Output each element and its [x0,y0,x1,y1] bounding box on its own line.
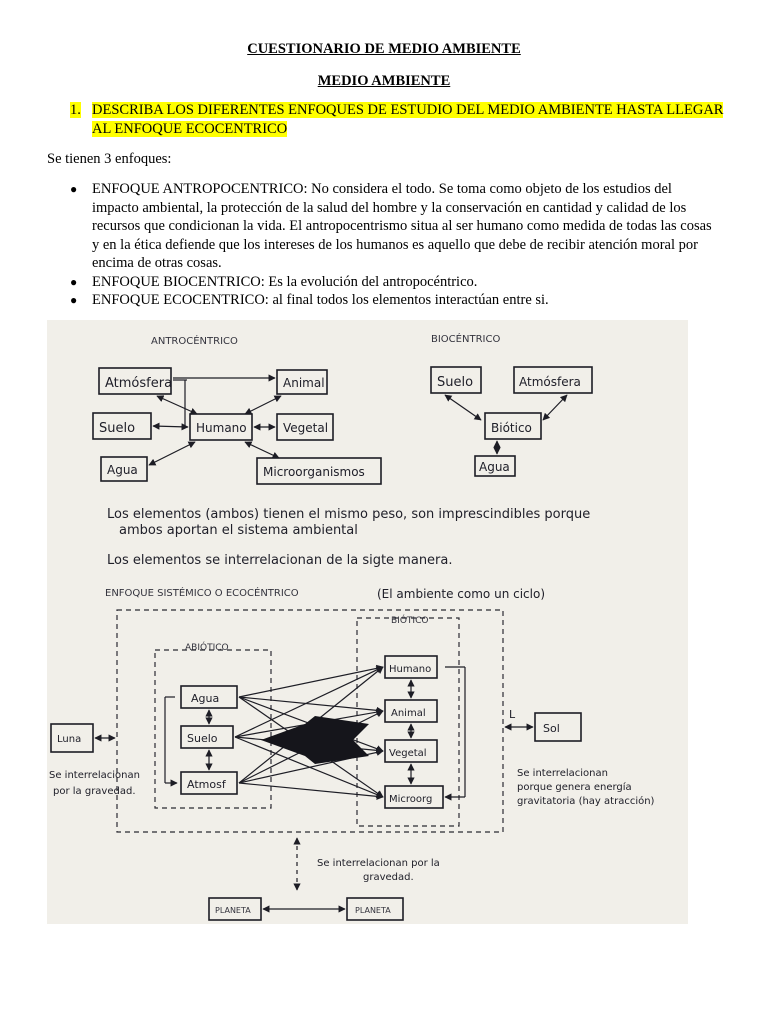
bullet-item-biocentrico [70,273,720,292]
bullet-term: ENFOQUE BIOCENTRICO: [92,273,265,290]
planeta-right-label: PLANETA [355,906,391,915]
bio-agua-label: Agua [479,460,510,474]
biotico-label: BIÓTICO [391,616,429,626]
antro-title: ANTROCÉNTRICO [151,336,238,347]
antro-micro-label: Microorganismos [263,465,365,479]
planeta-left-label: PLANETA [215,906,251,915]
antro-agua-label: Agua [107,463,138,477]
sol-label: Sol [543,722,560,735]
bullet-icon: ● [70,182,78,196]
bullet-icon: ● [70,293,78,307]
antro-humano-label: Humano [196,421,247,435]
bullet-item-ecocentrico [70,291,720,310]
bio-biotico-label: Biótico [491,421,532,435]
antro-atmosfera-label: Atmósfera [105,376,173,391]
eco-humano-label: Humano [389,664,432,675]
sol-note-line-2: porque genera energía [517,782,632,793]
antro-animal-label: Animal [283,376,325,390]
note-line-1: Los elementos (ambos) tienen el mismo peso, son imprescindibles porque [107,507,591,522]
bullet-term: ENFOQUE ANTROPOCENTRICO: [92,181,308,197]
eco-atmosf-label: Atmosf [187,778,226,791]
bottom-note-line-1: Se interrelacionan por la [317,858,440,869]
bio-title: BIOCÉNTRICO [431,334,501,345]
document-title: CUESTIONARIO DE MEDIO AMBIENTE [247,41,521,57]
bullet-term: ENFOQUE ECOCENTRICO: [92,292,269,308]
note-line-2: ambos aportan el sistema ambiental [119,523,358,538]
eco-agua-label: Agua [191,692,220,705]
note-line-3: Los elementos se interrelacionan de la sigte manera. [107,553,453,568]
bullet-text: Es la evolución del antropocéntrico. [264,273,478,290]
abiotico-label: ABIÓTICO [185,643,229,653]
eco-microorg-label: Microorg [389,794,433,805]
bio-suelo-label: Suelo [437,375,474,390]
question-number: 1. [70,102,81,118]
sol-note-line-3: gravitatoria (hay atracción) [517,796,655,807]
bullet-text: No considera el todo. Se toma como objeto de los estudios del impacto ambiental, la protección de la salud del hombre y la conservación en cantidad y calidad de los recursos que condicionan la vida. El antropocentrismo situa al ser humano como medida de todas las cosas y en la ética defiende que los intereses de los humanos es aquello que debe de recibir atención moral por encima de otras cosas. [92,181,712,271]
bottom-note-line-2: gravedad. [363,872,414,883]
bullet-list [70,180,720,310]
antro-suelo-label: Suelo [99,421,136,436]
document-subtitle: MEDIO AMBIENTE [317,73,451,89]
eco-title: ENFOQUE SISTÉMICO O ECOCÉNTRICO [105,588,299,599]
luna-note-line-1: Se interrelacionan [49,770,140,781]
eco-subtitle: (El ambiente como un ciclo) [377,587,545,601]
luna-label: Luna [57,734,82,745]
eco-vegetal-label: Vegetal [389,748,427,759]
bullet-icon: ● [70,274,78,289]
sol-note-line-1: Se interrelacionan [517,768,608,779]
antro-vegetal-label: Vegetal [283,421,329,435]
intro-text: Se tienen 3 enfoques: [47,151,172,167]
luna-note-line-2: por la gravedad. [53,786,136,797]
bullet-item-antropocentrico [70,180,720,273]
bullet-text: al final todos los elementos interactúan entre si. [268,292,549,308]
eco-suelo-label: Suelo [187,732,218,745]
eco-animal-label: Animal [391,708,426,719]
bio-atmosfera-label: Atmósfera [519,375,581,389]
question-text: DESCRIBA LOS DIFERENTES ENFOQUES DE ESTUDIO DEL MEDIO AMBIENTE HASTA LLEGAR AL ENFOQUE ECOCENTRICO [92,102,724,137]
sol-mark: L [509,708,516,721]
diagram-photo [47,320,688,924]
diagram-svg [47,320,688,924]
